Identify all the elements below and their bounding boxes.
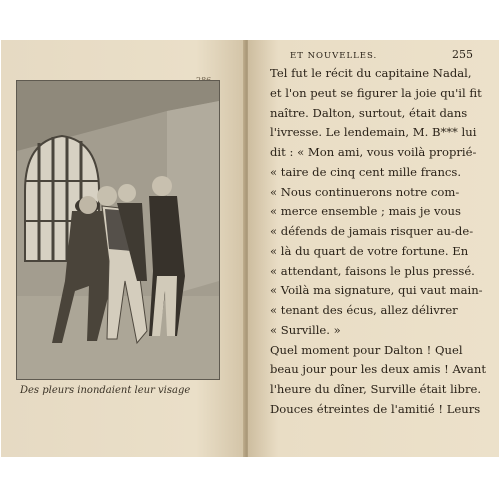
text-line: « merce ensemble ; mais je vous (270, 204, 461, 219)
running-header: ET NOUVELLES. (290, 51, 378, 61)
text-line: et l'on peut se figurer la joie qu'il fit (270, 85, 482, 100)
illustration-caption: Des pleurs inondaient leur visage (20, 385, 191, 396)
engraving-illustration (16, 80, 220, 380)
text-line: « tenant des écus, allez délivrer (270, 303, 458, 317)
text-line: « Voilà ma signature, qui vaut main- (270, 283, 483, 298)
body-text (270, 64, 486, 420)
text-line: Quel moment pour Dalton ! Quel (270, 342, 463, 357)
text-line: « taire de cinq cent mille francs. (270, 164, 462, 179)
text-line: beau jour pour les deux amis ! Avant (270, 362, 486, 377)
text-line: « Nous continuerons notre com- (270, 184, 460, 199)
engraving-scene (17, 81, 219, 379)
text-line: « Surville. » (270, 322, 341, 337)
text-line: l'heure du dîner, Surville était libre. (270, 382, 482, 396)
text-line: « là du quart de votre fortune. En (270, 243, 469, 258)
text-line: Douces étreintes de l'amitié ! Leurs (270, 401, 481, 416)
text-line: l'ivresse. Le lendemain, M. B*** lui (270, 125, 477, 140)
text-line: naître. Dalton, surtout, était dans (270, 105, 468, 120)
text-line: « défends de jamais risquer au-de- (270, 224, 474, 238)
text-line: « attendant, faisons le plus pressé. (270, 263, 475, 278)
page-number: 255 (452, 48, 473, 61)
text-line: Tel fut le récit du capitaine Nadal, (270, 66, 472, 80)
text-line: dit : « Mon ami, vous voilà proprié- (270, 145, 477, 159)
